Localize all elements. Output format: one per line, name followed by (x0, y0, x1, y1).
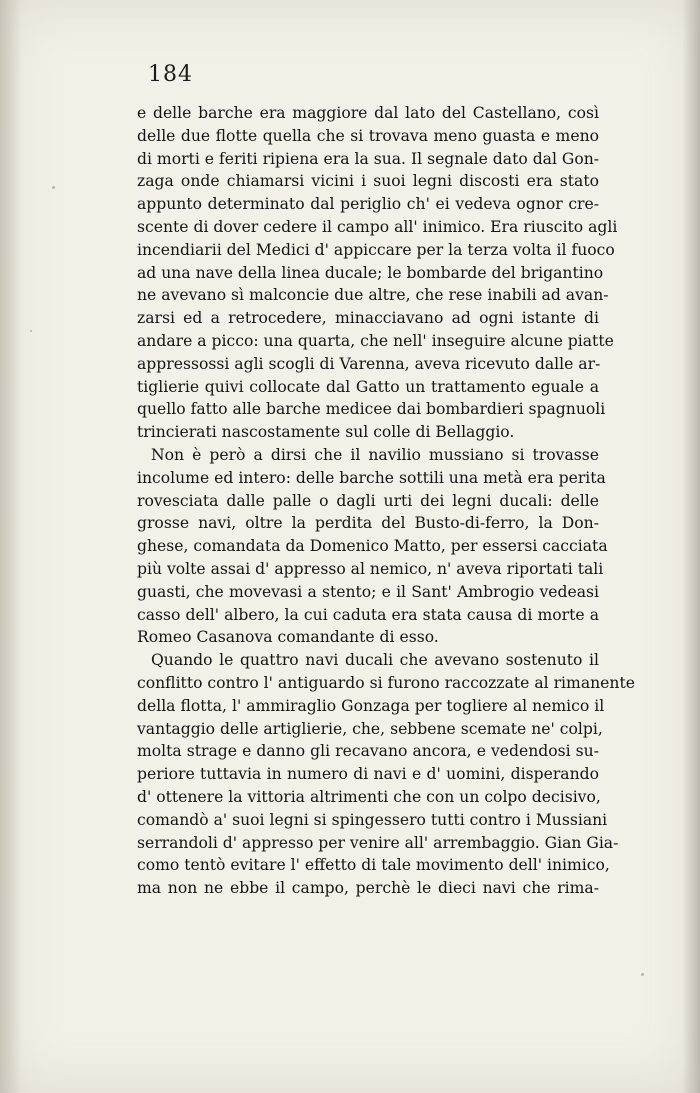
paragraph-start-line: Non è però a dirsi che il navilio mussiano si trovasse (151, 445, 599, 464)
text-line: della flotta, l' ammiraglio Gonzaga per togliere al nemico il (137, 696, 605, 715)
paragraph-end-line: trincierati nascostamente sul colle di Bellaggio. (137, 423, 515, 442)
text-line: casso dell' albero, la cui caduta era stata causa di morte a (137, 605, 599, 624)
text-line: incolume ed intero: delle barche sottili una metà era perita (137, 468, 606, 487)
text-line: ne avevano sì malconcie due altre, che rese inabili ad avan- (137, 286, 609, 305)
text-line: vantaggio delle artiglierie, che, sebbene scemate ne' colpi, (137, 719, 603, 738)
text-line: ghese, comandata da Domenico Matto, per essersi cacciata (137, 537, 608, 556)
text-line: guasti, che movevasi a stento; e il Sant' Ambrogio vedeasi (137, 582, 599, 601)
paper-speck (52, 186, 55, 189)
text-line: grosse navi, oltre la perdita del Busto-di-ferro, la Don- (137, 514, 599, 533)
text-line: andare a picco: una quarta, che nell' inseguire alcune piatte (137, 331, 614, 350)
text-line: ma non ne ebbe il campo, perchè le dieci navi che rima- (137, 879, 599, 898)
text-line: e delle barche era maggiore dal lato del Castellano, così (137, 104, 599, 122)
text-line: serrandoli d' appresso per venire all' arrembaggio. Gian Gia- (137, 833, 619, 852)
text-line: conflitto contro l' antiguardo si furono raccozzate al rimanente (137, 673, 635, 692)
body-text (137, 102, 635, 900)
text-line: scente di dover cedere il campo all' inimico. Era riuscito agli (137, 217, 618, 236)
page-edge-shadow (682, 0, 700, 1093)
paragraph-end-line: Romeo Casanova comandante di esso. (137, 628, 439, 647)
text-line: quello fatto alle barche medicee dai bombardieri spagnuoli (137, 400, 606, 419)
text-line: tiglierie quivi collocate dal Gatto un trattamento eguale a (137, 377, 599, 396)
text-line: comandò a' suoi legni si spingessero tutti contro i Mussiani (137, 810, 608, 829)
text-line: zarsi ed a retrocedere, minacciavano ad ogni istante di (137, 309, 599, 328)
text-line: como tentò evitare l' effetto di tale movimento dell' inimico, (137, 856, 610, 875)
page-number: 184 (148, 62, 193, 87)
text-line: molta strage e danno gli recavano ancora, e vedendosi su- (137, 742, 599, 761)
text-line: ad una nave della linea ducale; le bombarde del brigantino (137, 263, 604, 282)
text-line: d' ottenere la vittoria altrimenti che con un colpo decisivo, (137, 787, 601, 806)
text-line: di morti e feriti ripiena era la sua. Il segnale dato dal Gon- (137, 149, 600, 168)
text-line: appunto determinato dal periglio ch' ei vedeva ognor cre- (137, 195, 599, 214)
text-line: periore tuttavia in numero di navi e d' uomini, disperando (137, 765, 599, 784)
paper-speck (641, 973, 644, 976)
text-line: appressossi agli scogli di Varenna, aveva ricevuto dalle ar- (137, 354, 601, 373)
page-gutter-shadow (0, 0, 22, 1093)
text-line: delle due flotte quella che si trovava meno guasta e meno (137, 126, 599, 145)
text-line: incendiarii del Medici d' appiccare per la terza volta il fuoco (137, 240, 615, 259)
text-line: rovesciata dalle palle o dagli urti dei legni ducali: delle (137, 491, 599, 510)
paper-speck (30, 330, 32, 332)
paragraph-start-line: Quando le quattro navi ducali che avevano sostenuto il (151, 651, 599, 670)
text-line: più volte assai d' appresso al nemico, n' aveva riportati tali (137, 559, 604, 578)
text-line: zaga onde chiamarsi vicini i suoi legni discosti era stato (137, 172, 599, 191)
